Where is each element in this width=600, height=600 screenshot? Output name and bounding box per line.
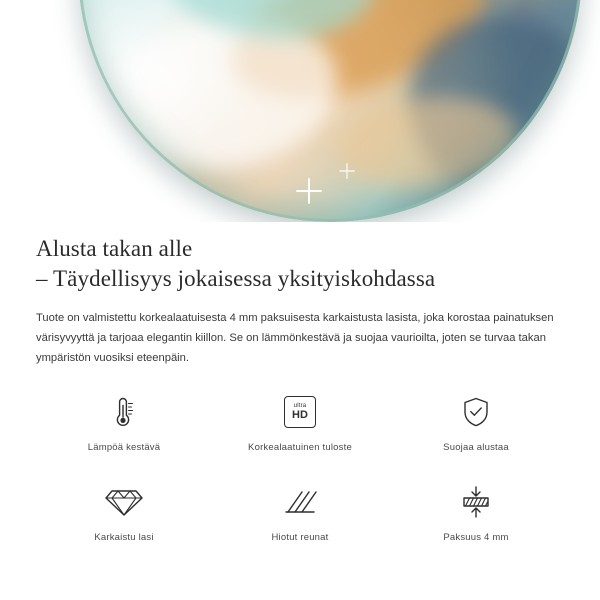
feature-label: Suojaa alustaa: [443, 442, 509, 453]
description-paragraph: Tuote on valmistettu korkealaatuisesta 4 mm paksuisesta karkaistusta lasista, joka korostaa painatuksen värisyvyyttä ja tarjoaa elegantin kiillon. Se on lämmönkestävä ja suojaa vaurioilta, joten se turvaa takan ympäristön vuosiksi eteenpäin.: [36, 312, 554, 364]
diamond-icon: [104, 482, 144, 522]
feature-high-quality-print: [212, 392, 388, 460]
headline-line-1: Alusta takan alle: [36, 236, 193, 261]
feature-heat-resistant: [36, 392, 212, 460]
ultra-hd-big-text: HD: [292, 409, 308, 421]
hero-image: [0, 0, 600, 222]
feature-tempered-glass: [36, 482, 212, 550]
ultra-hd-small-text: ultra: [293, 403, 307, 409]
polished-edges-icon: [282, 482, 318, 522]
feature-label: Karkaistu lasi: [94, 532, 154, 543]
feature-protects-surface: [388, 392, 564, 460]
shield-check-icon: [459, 392, 493, 432]
headline-line-2: – Täydellisyys jokaisessa yksityiskohdassa: [36, 266, 436, 291]
feature-label: Paksuus 4 mm: [443, 532, 509, 543]
feature-grid: [36, 392, 564, 550]
feature-label: Lämpöä kestävä: [87, 442, 161, 453]
sparkle-icon: [296, 178, 322, 204]
feature-label: Korkealaatuinen tuloste: [248, 442, 352, 453]
feature-polished-edges: [212, 482, 388, 550]
page-title: [0, 222, 600, 294]
ultra-hd-icon: [284, 392, 316, 432]
thermometer-icon: [107, 392, 141, 432]
text-content: [0, 222, 600, 368]
feature-label: Hiotut reunat: [271, 532, 329, 543]
feature-thickness: [388, 482, 564, 550]
thickness-arrows-icon: [459, 482, 493, 522]
